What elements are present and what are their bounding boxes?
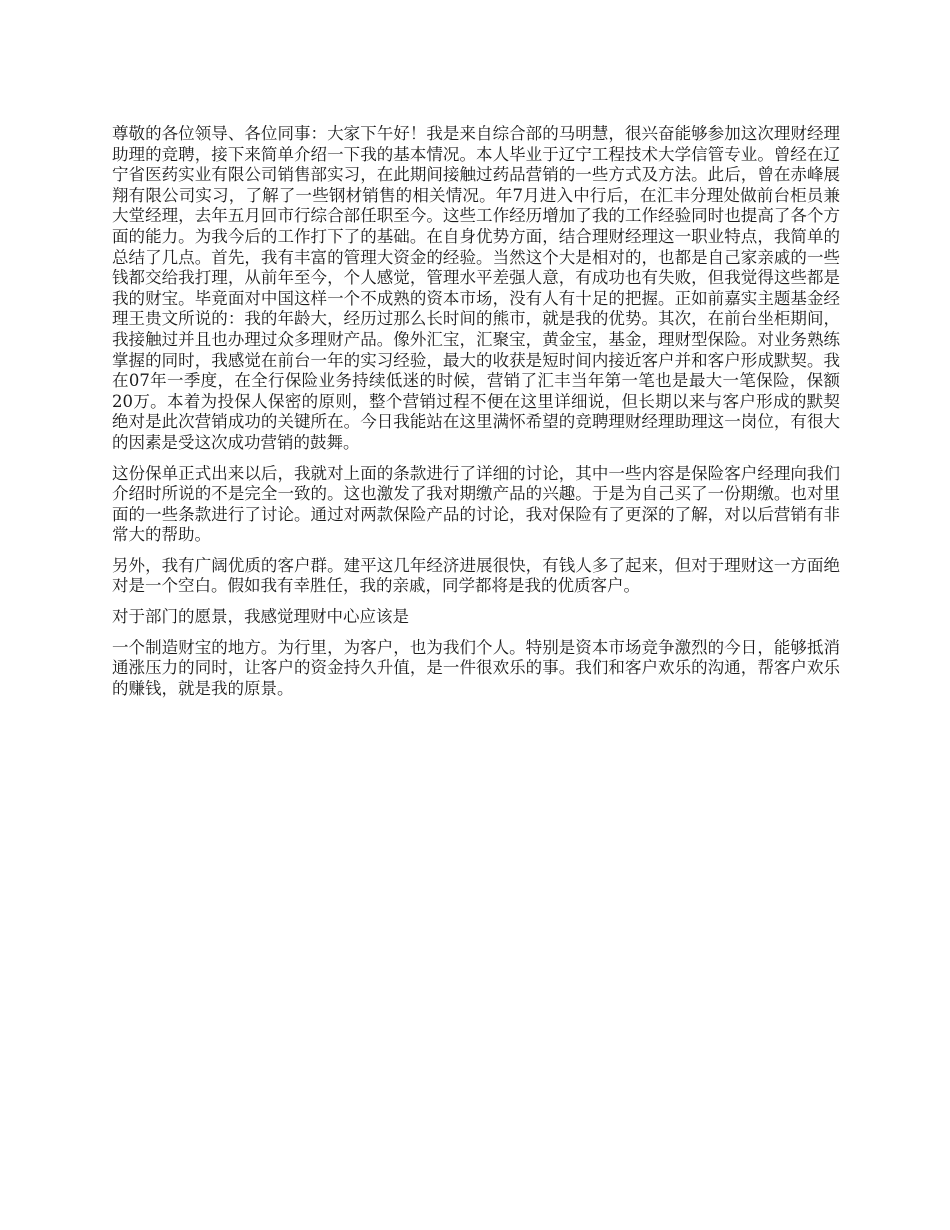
paragraph-client-base: 另外，我有广阔优质的客户群。建平这几年经济进展很快，有钱人多了起来，但对于理财这一方面绝对是一个空白。假如我有幸胜任，我的亲戚，同学都将是我的优质客户。: [112, 555, 840, 596]
paragraph-department-vision: 对于部门的愿景，我感觉理财中心应该是: [112, 607, 409, 627]
paragraph-vision-detail: 一个制造财宝的地方。为行里，为客户，也为我们个人。特别是资本市场竞争激烈的今日，能够抵消通涨压力的同时，让客户的资金持久升值，是一件很欢乐的事。我们和客户欢乐的沟通，帮客户欢乐的赚钱，就是我的原景。: [112, 637, 840, 698]
document-body: [112, 124, 840, 709]
paragraph-insurance-policy: 这份保单正式出来以后，我就对上面的条款进行了详细的讨论，其中一些内容是保险客户经理向我们介绍时所说的不是完全一致的。这也激发了我对期缴产品的兴趣。于是为自己买了一份期缴。也对里面的一些条款进行了讨论。通过对两款保险产品的讨论，我对保险有了更深的了解，对以后营销有非常大的帮助。: [112, 463, 840, 545]
paragraph-introduction: 尊敬的各位领导、各位同事：大家下午好！我是来自综合部的马明慧，很兴奋能够参加这次理财经理助理的竞聘，接下来简单介绍一下我的基本情况。本人毕业于辽宁工程技术大学信管专业。曾经在辽宁省医药实业有限公司销售部实习，在此期间接触过药品营销的一些方式及方法。此后，曾在赤峰展翔有限公司实习，了解了一些钢材销售的相关情况。年7月进入中行后，在汇丰分理处做前台柜员兼大堂经理，去年五月回市行综合部任职至今。这些工作经历增加了我的工作经验同时也提高了各个方面的能力。为我今后的工作打下了的基础。在自身优势方面，结合理财经理这一职业特点，我简单的总结了几点。首先，我有丰富的管理大资金的经验。当然这个大是相对的，也都是自己家亲戚的一些钱都交给我打理，从前年至今，个人感觉，管理水平差强人意，有成功也有失败，但我觉得这些都是我的财宝。毕竟面对中国这样一个不成熟的资本市场，没有人有十足的把握。正如前嘉实主题基金经理王贵文所说的：我的年龄大，经历过那么长时间的熊市，就是我的优势。其次，在前台坐柜期间，我接触过并且也办理过众多理财产品。像外汇宝，汇聚宝，黄金宝，基金，理财型保险。对业务熟练掌握的同时，我感觉在前台一年的实习经验，最大的收获是短时间内接近客户并和客户形成默契。我在07年一季度，在全行保险业务持续低迷的时候，营销了汇丰当年第一笔也是最大一笔保险，保额20万。本着为投保人保密的原则，整个营销过程不便在这里详细说，但长期以来与客户形成的默契绝对是此次营销成功的关键所在。今日我能站在这里满怀希望的竞聘理财经理助理这一岗位，有很大的因素是受这次成功营销的鼓舞。: [112, 124, 840, 452]
